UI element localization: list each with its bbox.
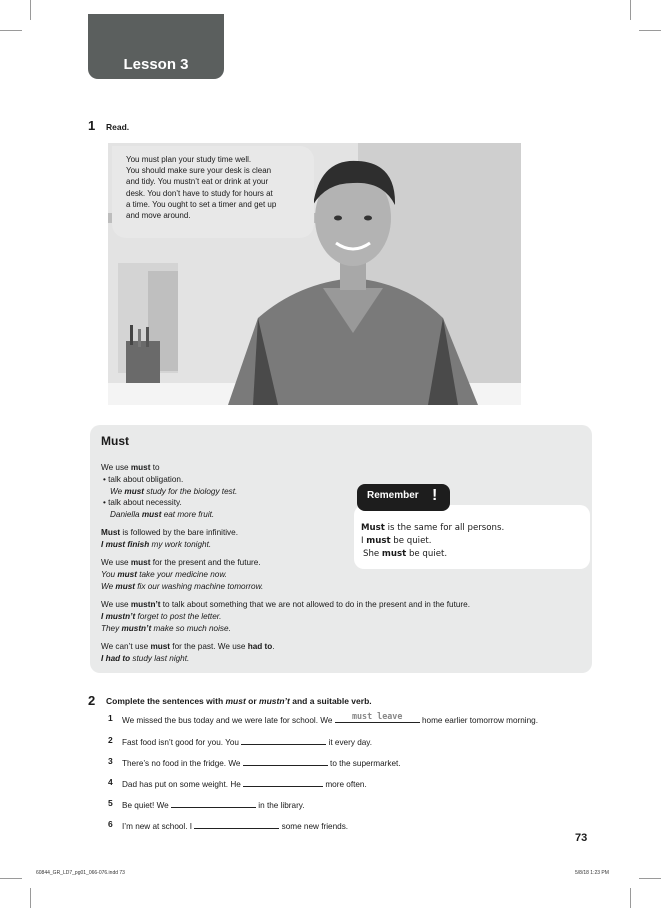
grammar-bullet: • talk about necessity. [103,498,182,507]
exercise-1-instruction: Read. [106,122,130,132]
bubble-line: desk. You don’t have to study for hours at [126,188,273,198]
exercise-2-number: 2 [88,693,96,708]
question-number: 5 [108,798,113,808]
remember-line: She must be quiet. [363,549,448,559]
crop-mark [30,0,31,20]
grammar-example: I had to study last night. [101,654,190,663]
grammar-line: Must is followed by the bare infinitive. [101,528,238,537]
grammar-line: We use mustn’t to talk about something that we are not allowed to do in the present and in the future. [101,600,470,609]
crop-mark [0,878,22,879]
grammar-title: Must [101,434,129,448]
answer-blank[interactable] [243,756,328,766]
crop-mark [639,878,661,879]
question-3: There’s no food in the fridge. We to the supermarket. [122,756,401,768]
answer-blank[interactable] [243,777,323,787]
crop-mark [30,888,31,908]
question-number: 3 [108,756,113,766]
question-6: I’m new at school. I some new friends. [122,819,348,831]
question-number: 4 [108,777,113,787]
bubble-line: and move around. [126,211,191,221]
grammar-example: You must take your medicine now. [101,570,228,579]
grammar-line: We use must to [101,463,160,472]
bubble-line: and tidy. You mustn’t eat or drink at your [126,177,269,187]
grammar-example: Daniella must eat more fruit. [110,510,215,519]
exclamation-icon: ! [432,487,438,504]
remember-badge [357,484,450,511]
question-number: 6 [108,819,113,829]
grammar-example: I must finish my work tonight. [101,540,212,549]
remember-label: Remember [367,490,419,501]
crop-mark [0,30,22,31]
lesson-tab [88,14,224,79]
bubble-line: You should make sure your desk is clean [126,166,272,176]
question-5: Be quiet! We in the library. [122,798,305,810]
grammar-example: They mustn’t make so much noise. [101,624,231,633]
question-1: We missed the bus today and we were late for school. We must leave home earlier tomorrow morning. [122,711,538,725]
question-number: 1 [108,713,113,723]
bubble-line: a time. You ought to set a timer and get up [126,199,277,209]
answer-text: must leave [351,711,403,721]
grammar-bullet: • talk about obligation. [103,475,184,484]
grammar-line: We can’t use must for the past. We use had to. [101,642,275,651]
answer-blank[interactable] [241,735,326,745]
question-4: Dad has put on some weight. He more often. [122,777,367,789]
crop-mark [630,888,631,908]
exercise-1-number: 1 [88,118,96,133]
question-2: Fast food isn’t good for you. You it every day. [122,735,372,747]
speech-bubble [112,146,314,238]
footer-timestamp: 5/8/18 1:23 PM [575,870,609,876]
crop-mark [639,30,661,31]
crop-mark [630,0,631,20]
answer-blank[interactable] [194,819,279,829]
exercise-2-instruction: Complete the sentences with must or mustn’t and a suitable verb. [106,696,372,706]
footer-filename: 60844_GR_LD7_pg01_066-076.indd 73 [36,870,125,876]
grammar-example: I mustn’t forget to post the letter. [101,612,222,621]
bubble-line: You must plan your study time well. [126,155,252,164]
question-number: 2 [108,735,113,745]
remember-line: I must be quiet. [361,536,432,546]
grammar-line: We use must for the present and the future. [101,558,261,567]
grammar-example: We must fix our washing machine tomorrow. [101,582,264,591]
answer-blank[interactable] [335,713,420,723]
page-number: 73 [575,832,588,844]
remember-line: Must is the same for all persons. [361,523,505,533]
answer-blank[interactable] [171,798,256,808]
lesson-label: Lesson 3 [123,56,189,73]
grammar-example: We must study for the biology test. [110,487,238,496]
